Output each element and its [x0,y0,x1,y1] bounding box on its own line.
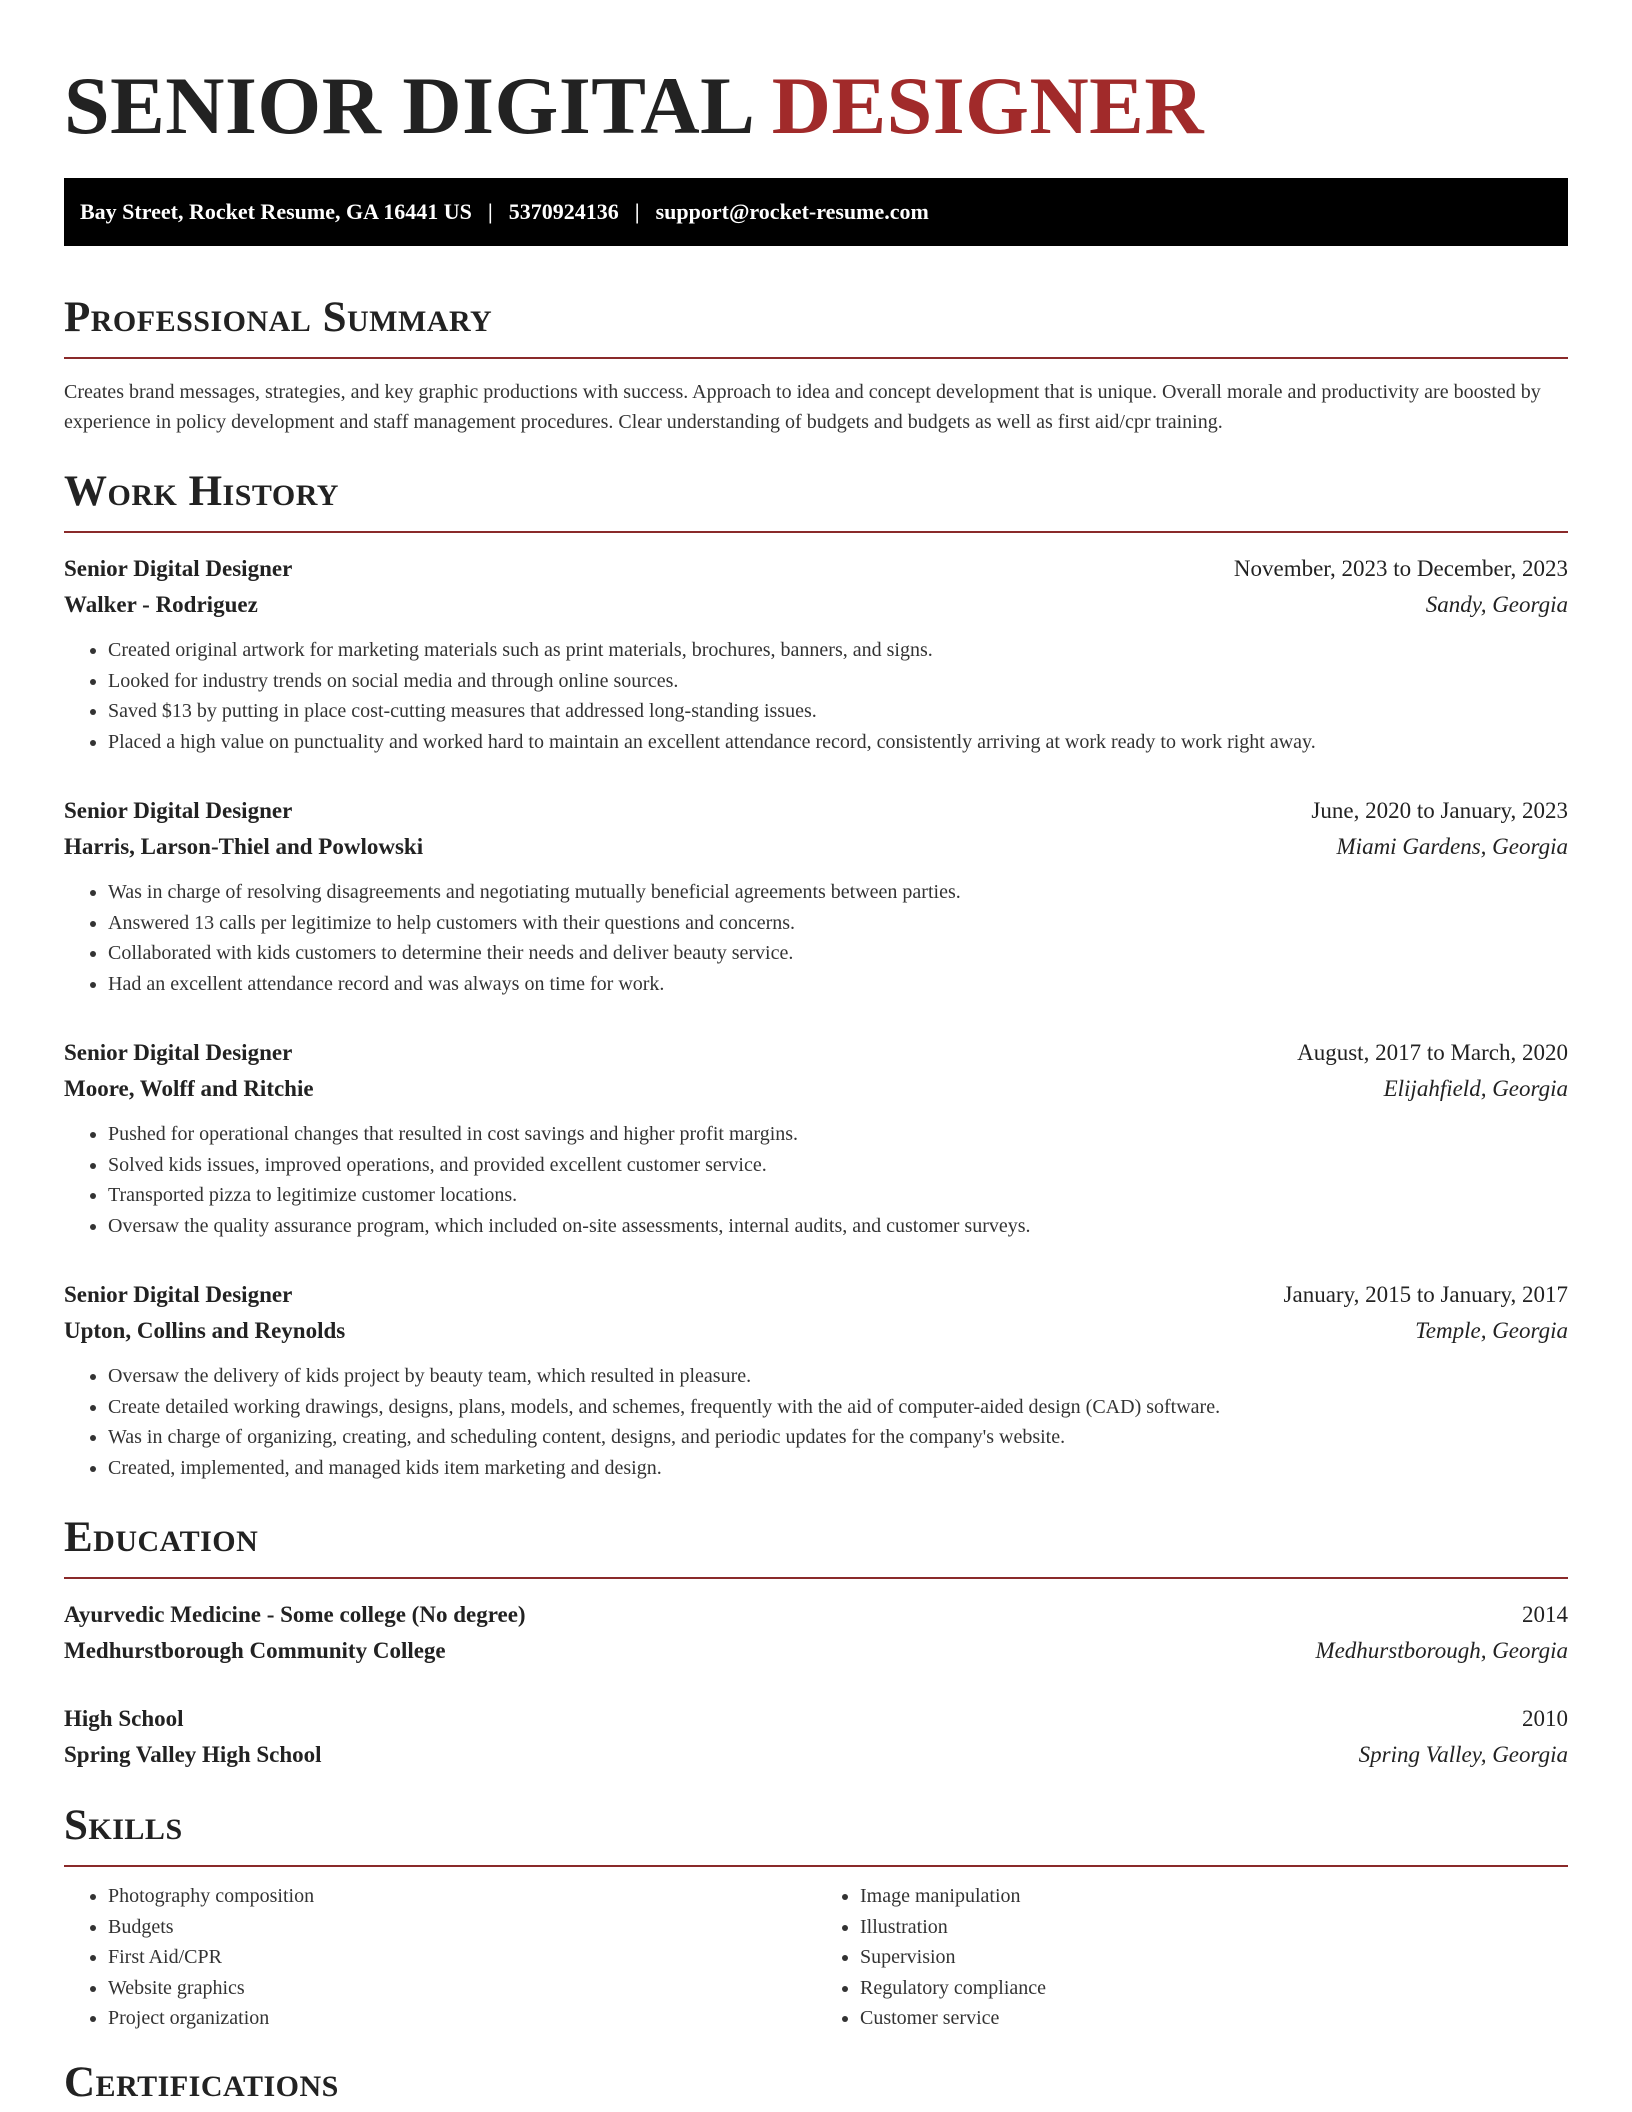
education-section [64,1511,1568,1773]
section-heading-skills: Skills [64,1802,183,1849]
education-entry [64,1597,1568,1669]
job-bullets [64,877,1568,999]
skills-list-left [64,1881,816,2034]
job-entry [64,793,1568,999]
education-entry [64,1701,1568,1773]
education-degree: Ayurvedic Medicine - Some college (No degree) [64,1602,526,1627]
contact-email[interactable]: support@rocket-resume.com [655,199,929,224]
job-dates: January, 2015 to January, 2017 [1283,1282,1568,1307]
education-school: Medhurstborough Community College [64,1638,446,1663]
job-bullets [64,1361,1568,1483]
contact-bar [64,178,1568,246]
list-item: • Saved $13 by putting in place cost-cutting measures that addressed long-standing issues. [108,696,1568,727]
job-company: Moore, Wolff and Ritchie [64,1076,314,1101]
skills-grid [64,1881,1568,2034]
section-heading-education: Education [64,1514,259,1561]
education-year: 2014 [1522,1602,1568,1627]
job-location: Temple, Georgia [1415,1318,1568,1343]
list-item: • Oversaw the delivery of kids project by beauty team, which resulted in pleasure. [108,1361,1568,1392]
section-heading-certifications: Certifications [64,2058,339,2106]
section-divider [64,531,1568,533]
list-item: • Transported pizza to legitimize customer locations. [108,1180,1568,1211]
list-item: • Supervision [860,1942,1568,1973]
contact-separator: | [634,199,640,224]
list-item: • Regulatory compliance [860,1973,1568,2004]
list-item: • Image manipulation [860,1881,1568,1912]
job-title: Senior Digital Designer [64,798,293,823]
job-entry [64,1277,1568,1483]
list-item: • Oversaw the quality assurance program, which included on-site assessments, internal audits, and customer surveys. [108,1211,1568,1242]
job-company: Harris, Larson-Thiel and Powlowski [64,834,424,859]
list-item: • Customer service [860,2003,1568,2034]
contact-separator: | [487,199,493,224]
job-title: Senior Digital Designer [64,556,293,581]
contact-phone[interactable]: 5370924136 [508,199,619,224]
list-item: • Website graphics [108,1973,816,2004]
job-title: Senior Digital Designer [64,1040,293,1065]
job-entry [64,551,1568,757]
job-dates: August, 2017 to March, 2020 [1297,1040,1568,1065]
job-company: Upton, Collins and Reynolds [64,1318,346,1343]
list-item: • Solved kids issues, improved operations, and provided excellent customer service. [108,1150,1568,1181]
list-item: • Budgets [108,1912,816,1943]
job-location: Miami Gardens, Georgia [1336,834,1568,859]
job-dates: November, 2023 to December, 2023 [1233,556,1568,581]
list-item: • Collaborated with kids customers to determine their needs and deliver beauty service. [108,938,1568,969]
list-item: • Looked for industry trends on social media and through online sources. [108,666,1568,697]
job-bullets [64,635,1568,757]
section-heading-work: Work History [64,468,339,515]
list-item: • Project organization [108,2003,816,2034]
list-item: • Was in charge of organizing, creating, and scheduling content, designs, and periodic updates for the company's website. [108,1422,1568,1453]
summary-text: Creates brand messages, strategies, and key graphic productions with success. Approach to idea and concept development that is unique. Overall morale and productivity are boosted by experience in policy development and staff management procedures. Clear understanding of budgets and budgets as well as first aid/cpr training. [64,381,1541,433]
list-item: • Illustration [860,1912,1568,1943]
section-divider [64,1577,1568,1579]
list-item: • Pushed for operational changes that resulted in cost savings and higher profit margins. [108,1119,1568,1150]
list-item: • Was in charge of resolving disagreements and negotiating mutually beneficial agreements between parties. [108,877,1568,908]
education-location: Medhurstborough, Georgia [1315,1638,1568,1663]
list-item: • Placed a high value on punctuality and worked hard to maintain an excellent attendance record, consistently arriving at work ready to work right away. [108,727,1568,758]
job-location: Sandy, Georgia [1425,592,1568,617]
title-main: SENIOR DIGITAL [64,60,751,151]
list-item: • Created, implemented, and managed kids item marketing and design. [108,1453,1568,1484]
education-year: 2010 [1522,1706,1568,1731]
education-degree: High School [64,1706,184,1731]
summary-section [64,291,1568,437]
section-divider [64,357,1568,359]
list-item: • Answered 13 calls per legitimize to help customers with their questions and concerns. [108,908,1568,939]
skills-section [64,1799,1568,2034]
section-heading-summary: Professional Summary [64,294,493,341]
job-location: Elijahfield, Georgia [1383,1076,1568,1101]
list-item: • Photography composition [108,1881,816,1912]
skills-list-right [816,1881,1568,2034]
education-school: Spring Valley High School [64,1742,322,1767]
list-item: • Had an excellent attendance record and was always on time for work. [108,969,1568,1000]
job-entry [64,1035,1568,1241]
education-location: Spring Valley, Georgia [1358,1742,1568,1767]
resume-title [64,0,1568,156]
title-accent: DESIGNER [771,60,1205,151]
list-item: • First Aid/CPR [108,1942,816,1973]
list-item: • Created original artwork for marketing materials such as print materials, brochures, banners, and signs. [108,635,1568,666]
section-divider [64,1865,1568,1867]
job-company: Walker - Rodriguez [64,592,258,617]
job-bullets [64,1119,1568,1241]
job-title: Senior Digital Designer [64,1282,293,1307]
contact-address: Bay Street, Rocket Resume, GA 16441 US [80,199,472,224]
list-item: • Create detailed working drawings, designs, plans, models, and schemes, frequently with the aid of computer-aided design (CAD) software. [108,1392,1568,1423]
certifications-section [64,2056,1568,2110]
work-history-section [64,465,1568,1483]
job-dates: June, 2020 to January, 2023 [1311,798,1568,823]
